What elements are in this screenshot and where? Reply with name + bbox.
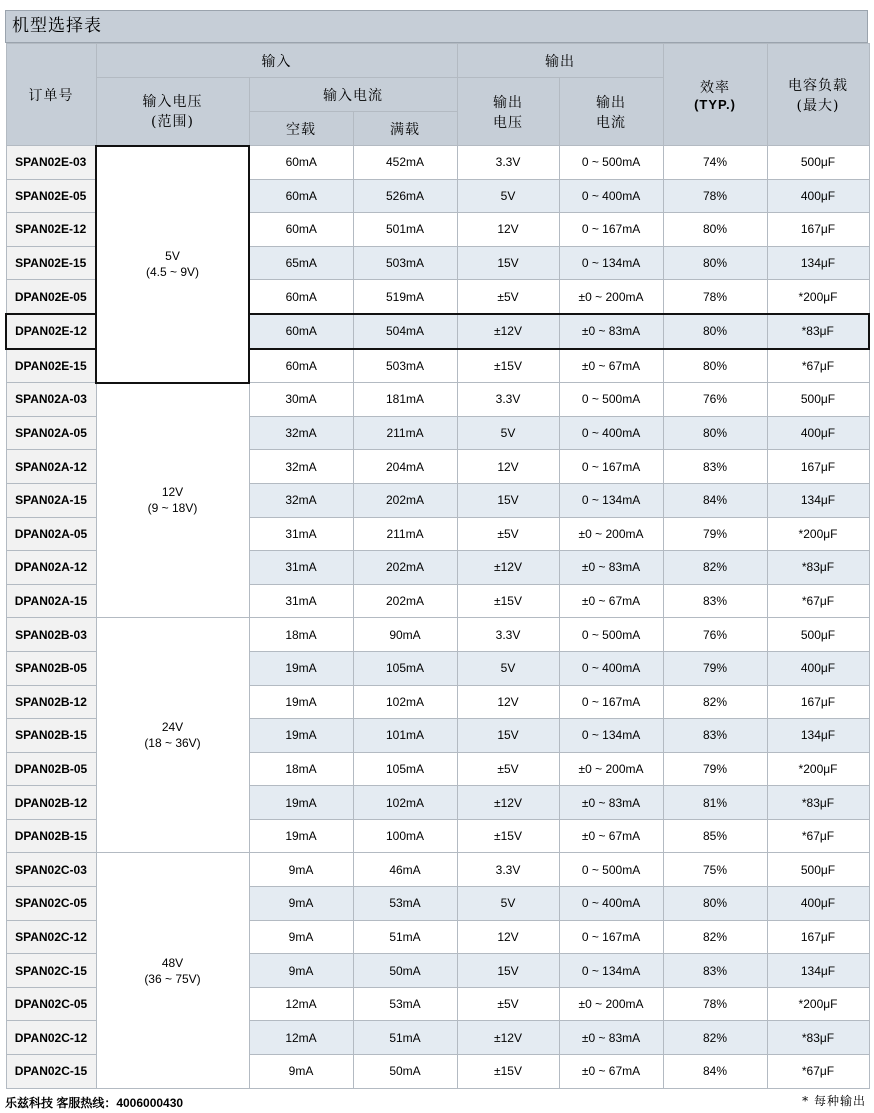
full-load-current: 53mA xyxy=(353,987,457,1021)
full-load-current: 202mA xyxy=(353,483,457,517)
input-voltage-range: (18 ~ 36V) xyxy=(144,736,201,751)
header-efficiency-typ: (TYP.) xyxy=(694,97,736,112)
efficiency: 80% xyxy=(663,416,767,450)
efficiency: 84% xyxy=(663,483,767,517)
no-load-current: 9mA xyxy=(249,887,353,921)
efficiency: 80% xyxy=(663,246,767,280)
full-load-current: 503mA xyxy=(353,349,457,383)
no-load-current: 19mA xyxy=(249,685,353,719)
output-voltage: 15V xyxy=(457,246,559,280)
output-current: ±0 ~ 67mA xyxy=(559,1055,663,1089)
model-selection-table xyxy=(5,43,870,1089)
table-body xyxy=(6,146,869,1089)
output-current: 0 ~ 400mA xyxy=(559,887,663,921)
model-number: SPAN02C-15 xyxy=(6,954,96,988)
model-number: SPAN02C-05 xyxy=(6,887,96,921)
efficiency: 78% xyxy=(663,280,767,314)
capacitive-load: 167μF xyxy=(767,920,869,954)
output-voltage: ±5V xyxy=(457,987,559,1021)
full-load-current: 211mA xyxy=(353,517,457,551)
output-voltage: ±5V xyxy=(457,280,559,314)
table-row xyxy=(6,853,869,887)
output-voltage: 3.3V xyxy=(457,383,559,417)
output-voltage: ±15V xyxy=(457,819,559,853)
output-current: ±0 ~ 83mA xyxy=(559,314,663,349)
page-title: 机型选择表 xyxy=(5,10,868,43)
input-voltage-cell xyxy=(96,853,249,1088)
output-current: ±0 ~ 200mA xyxy=(559,752,663,786)
no-load-current: 9mA xyxy=(249,954,353,988)
input-voltage-cell xyxy=(96,383,249,618)
capacitive-load: *67μF xyxy=(767,349,869,383)
header-order-no: 订单号 xyxy=(6,44,96,146)
no-load-current: 60mA xyxy=(249,314,353,349)
output-voltage: 5V xyxy=(457,416,559,450)
no-load-current: 9mA xyxy=(249,853,353,887)
no-load-current: 31mA xyxy=(249,584,353,618)
header-cap-load-max: (最大) xyxy=(796,97,840,114)
input-voltage-cell xyxy=(96,146,249,383)
efficiency: 84% xyxy=(663,1055,767,1089)
capacitive-load: 500μF xyxy=(767,618,869,652)
output-current: 0 ~ 400mA xyxy=(559,416,663,450)
efficiency: 82% xyxy=(663,1021,767,1055)
model-number: DPAN02E-12 xyxy=(6,314,96,349)
full-load-current: 50mA xyxy=(353,1055,457,1089)
output-current: 0 ~ 134mA xyxy=(559,246,663,280)
model-number: SPAN02A-15 xyxy=(6,483,96,517)
no-load-current: 32mA xyxy=(249,416,353,450)
output-voltage: 15V xyxy=(457,483,559,517)
full-load-current: 504mA xyxy=(353,314,457,349)
full-load-current: 51mA xyxy=(353,1021,457,1055)
full-load-current: 204mA xyxy=(353,450,457,484)
capacitive-load: 167μF xyxy=(767,685,869,719)
model-number: SPAN02E-15 xyxy=(6,246,96,280)
output-voltage: ±12V xyxy=(457,786,559,820)
header-output-voltage-2: 电压 xyxy=(493,114,524,131)
full-load-current: 51mA xyxy=(353,920,457,954)
output-current: ±0 ~ 67mA xyxy=(559,819,663,853)
model-number: DPAN02A-15 xyxy=(6,584,96,618)
model-number: SPAN02A-03 xyxy=(6,383,96,417)
model-number: SPAN02E-12 xyxy=(6,213,96,247)
capacitive-load: *200μF xyxy=(767,280,869,314)
output-current: 0 ~ 134mA xyxy=(559,954,663,988)
output-voltage: ±12V xyxy=(457,1021,559,1055)
no-load-current: 30mA xyxy=(249,383,353,417)
output-current: ±0 ~ 200mA xyxy=(559,280,663,314)
no-load-current: 9mA xyxy=(249,1055,353,1089)
table-row xyxy=(6,146,869,180)
model-number: DPAN02C-12 xyxy=(6,1021,96,1055)
output-current: 0 ~ 500mA xyxy=(559,383,663,417)
header-output: 输出 xyxy=(457,44,663,78)
no-load-current: 18mA xyxy=(249,752,353,786)
efficiency: 75% xyxy=(663,853,767,887)
header-input: 输入 xyxy=(96,44,457,78)
model-number: SPAN02B-12 xyxy=(6,685,96,719)
output-current: ±0 ~ 83mA xyxy=(559,1021,663,1055)
output-voltage: ±12V xyxy=(457,314,559,349)
efficiency: 79% xyxy=(663,651,767,685)
header-input-current: 输入电流 xyxy=(249,78,457,112)
capacitive-load: 500μF xyxy=(767,853,869,887)
full-load-current: 202mA xyxy=(353,584,457,618)
output-current: 0 ~ 500mA xyxy=(559,146,663,180)
efficiency: 76% xyxy=(663,618,767,652)
full-load-current: 53mA xyxy=(353,887,457,921)
output-voltage: 3.3V xyxy=(457,853,559,887)
output-voltage: ±12V xyxy=(457,551,559,585)
efficiency: 79% xyxy=(663,752,767,786)
output-current: ±0 ~ 67mA xyxy=(559,584,663,618)
model-number: SPAN02B-05 xyxy=(6,651,96,685)
no-load-current: 60mA xyxy=(249,349,353,383)
full-load-current: 519mA xyxy=(353,280,457,314)
capacitive-load: *200μF xyxy=(767,987,869,1021)
capacitive-load: 167μF xyxy=(767,213,869,247)
model-number: DPAN02B-15 xyxy=(6,819,96,853)
model-number: SPAN02C-03 xyxy=(6,853,96,887)
model-number: SPAN02B-03 xyxy=(6,618,96,652)
header-cap-load xyxy=(767,44,869,146)
no-load-current: 32mA xyxy=(249,483,353,517)
efficiency: 83% xyxy=(663,584,767,618)
capacitive-load: *200μF xyxy=(767,517,869,551)
efficiency: 76% xyxy=(663,383,767,417)
output-voltage: 12V xyxy=(457,450,559,484)
full-load-current: 105mA xyxy=(353,752,457,786)
no-load-current: 32mA xyxy=(249,450,353,484)
no-load-current: 60mA xyxy=(249,280,353,314)
efficiency: 85% xyxy=(663,819,767,853)
full-load-current: 100mA xyxy=(353,819,457,853)
output-current: 0 ~ 134mA xyxy=(559,719,663,753)
header-output-voltage xyxy=(457,78,559,146)
capacitive-load: 400μF xyxy=(767,651,869,685)
output-voltage: 5V xyxy=(457,179,559,213)
output-current: 0 ~ 134mA xyxy=(559,483,663,517)
header-no-load: 空载 xyxy=(249,112,353,146)
header-input-voltage-range: (范围) xyxy=(151,114,194,131)
no-load-current: 60mA xyxy=(249,146,353,180)
no-load-current: 12mA xyxy=(249,987,353,1021)
header-output-current-2: 电流 xyxy=(596,114,627,131)
model-number: DPAN02A-12 xyxy=(6,551,96,585)
capacitive-load: *83μF xyxy=(767,551,869,585)
output-voltage: 15V xyxy=(457,954,559,988)
model-number: SPAN02B-15 xyxy=(6,719,96,753)
output-current: 0 ~ 500mA xyxy=(559,618,663,652)
full-load-current: 102mA xyxy=(353,685,457,719)
output-current: ±0 ~ 83mA xyxy=(559,786,663,820)
header-input-voltage xyxy=(96,78,249,146)
header-efficiency xyxy=(663,44,767,146)
capacitive-load: *67μF xyxy=(767,819,869,853)
efficiency: 80% xyxy=(663,349,767,383)
capacitive-load: *83μF xyxy=(767,1021,869,1055)
efficiency: 74% xyxy=(663,146,767,180)
output-current: ±0 ~ 200mA xyxy=(559,987,663,1021)
model-number: SPAN02E-03 xyxy=(6,146,96,180)
model-number: SPAN02C-12 xyxy=(6,920,96,954)
output-current: 0 ~ 500mA xyxy=(559,853,663,887)
header-output-voltage-1: 输出 xyxy=(493,94,524,111)
input-voltage-cell xyxy=(96,618,249,853)
output-current: 0 ~ 400mA xyxy=(559,651,663,685)
no-load-current: 12mA xyxy=(249,1021,353,1055)
model-number: SPAN02E-05 xyxy=(6,179,96,213)
output-current: 0 ~ 167mA xyxy=(559,920,663,954)
full-load-current: 50mA xyxy=(353,954,457,988)
header-output-current xyxy=(559,78,663,146)
capacitive-load: *83μF xyxy=(767,786,869,820)
capacitive-load: 500μF xyxy=(767,383,869,417)
capacitive-load: *67μF xyxy=(767,584,869,618)
full-load-current: 211mA xyxy=(353,416,457,450)
output-voltage: 12V xyxy=(457,920,559,954)
capacitive-load: 400μF xyxy=(767,887,869,921)
no-load-current: 9mA xyxy=(249,920,353,954)
table-row xyxy=(6,618,869,652)
no-load-current: 60mA xyxy=(249,179,353,213)
capacitive-load: 500μF xyxy=(767,146,869,180)
capacitive-load: 134μF xyxy=(767,246,869,280)
efficiency: 83% xyxy=(663,450,767,484)
input-voltage-value: 24V xyxy=(161,720,184,735)
model-number: DPAN02A-05 xyxy=(6,517,96,551)
model-number: DPAN02C-15 xyxy=(6,1055,96,1089)
model-number: SPAN02A-12 xyxy=(6,450,96,484)
no-load-current: 19mA xyxy=(249,786,353,820)
full-load-current: 101mA xyxy=(353,719,457,753)
header-output-current-1: 输出 xyxy=(596,94,627,111)
capacitive-load: 400μF xyxy=(767,416,869,450)
efficiency: 82% xyxy=(663,685,767,719)
efficiency: 82% xyxy=(663,551,767,585)
efficiency: 78% xyxy=(663,987,767,1021)
input-voltage-value: 48V xyxy=(161,955,184,970)
model-number: DPAN02C-05 xyxy=(6,987,96,1021)
header-input-voltage-label: 输入电压 xyxy=(142,94,203,111)
full-load-current: 503mA xyxy=(353,246,457,280)
output-voltage: ±5V xyxy=(457,517,559,551)
output-voltage: 12V xyxy=(457,685,559,719)
no-load-current: 31mA xyxy=(249,517,353,551)
output-current: ±0 ~ 67mA xyxy=(559,349,663,383)
table-header xyxy=(6,44,869,146)
input-voltage-range: (4.5 ~ 9V) xyxy=(145,265,200,280)
efficiency: 83% xyxy=(663,719,767,753)
output-voltage: 3.3V xyxy=(457,146,559,180)
capacitive-load: *67μF xyxy=(767,1055,869,1089)
header-cap-load-label: 电容负载 xyxy=(788,77,849,94)
output-voltage: 12V xyxy=(457,213,559,247)
capacitive-load: *83μF xyxy=(767,314,869,349)
output-voltage: ±15V xyxy=(457,1055,559,1089)
output-current: 0 ~ 167mA xyxy=(559,450,663,484)
model-number: SPAN02A-05 xyxy=(6,416,96,450)
input-voltage-range: (9 ~ 18V) xyxy=(147,501,198,516)
capacitive-load: 400μF xyxy=(767,179,869,213)
footer-note: * 每种输出 xyxy=(802,1094,866,1108)
no-load-current: 31mA xyxy=(249,551,353,585)
full-load-current: 501mA xyxy=(353,213,457,247)
capacitive-load: 167μF xyxy=(767,450,869,484)
header-full-load: 满载 xyxy=(353,112,457,146)
input-voltage-value: 12V xyxy=(161,485,184,500)
capacitive-load: 134μF xyxy=(767,483,869,517)
header-efficiency-label: 效率 xyxy=(700,80,731,96)
efficiency: 80% xyxy=(663,314,767,349)
capacitive-load: 134μF xyxy=(767,719,869,753)
no-load-current: 19mA xyxy=(249,819,353,853)
efficiency: 81% xyxy=(663,786,767,820)
efficiency: 80% xyxy=(663,213,767,247)
efficiency: 82% xyxy=(663,920,767,954)
output-voltage: 5V xyxy=(457,651,559,685)
full-load-current: 452mA xyxy=(353,146,457,180)
output-voltage: ±15V xyxy=(457,349,559,383)
efficiency: 78% xyxy=(663,179,767,213)
efficiency: 80% xyxy=(663,887,767,921)
full-load-current: 90mA xyxy=(353,618,457,652)
full-load-current: 105mA xyxy=(353,651,457,685)
output-voltage: 3.3V xyxy=(457,618,559,652)
full-load-current: 181mA xyxy=(353,383,457,417)
output-voltage: ±15V xyxy=(457,584,559,618)
output-current: 0 ~ 400mA xyxy=(559,179,663,213)
output-current: 0 ~ 167mA xyxy=(559,685,663,719)
output-current: ±0 ~ 200mA xyxy=(559,517,663,551)
model-number: DPAN02B-05 xyxy=(6,752,96,786)
no-load-current: 60mA xyxy=(249,213,353,247)
efficiency: 83% xyxy=(663,954,767,988)
input-voltage-value: 5V xyxy=(165,249,180,264)
no-load-current: 19mA xyxy=(249,719,353,753)
footer-hotline: 乐兹科技 客服热线：4006000430 xyxy=(5,1096,184,1110)
output-voltage: 15V xyxy=(457,719,559,753)
output-current: 0 ~ 167mA xyxy=(559,213,663,247)
full-load-current: 102mA xyxy=(353,786,457,820)
capacitive-load: 134μF xyxy=(767,954,869,988)
efficiency: 79% xyxy=(663,517,767,551)
no-load-current: 65mA xyxy=(249,246,353,280)
input-voltage-range: (36 ~ 75V) xyxy=(144,971,201,986)
capacitive-load: *200μF xyxy=(767,752,869,786)
model-number: DPAN02B-12 xyxy=(6,786,96,820)
output-voltage: ±5V xyxy=(457,752,559,786)
full-load-current: 202mA xyxy=(353,551,457,585)
output-voltage: 5V xyxy=(457,887,559,921)
table-row xyxy=(6,383,869,417)
full-load-current: 526mA xyxy=(353,179,457,213)
full-load-current: 46mA xyxy=(353,853,457,887)
model-number: DPAN02E-05 xyxy=(6,280,96,314)
output-current: ±0 ~ 83mA xyxy=(559,551,663,585)
no-load-current: 18mA xyxy=(249,618,353,652)
no-load-current: 19mA xyxy=(249,651,353,685)
model-number: DPAN02E-15 xyxy=(6,349,96,383)
